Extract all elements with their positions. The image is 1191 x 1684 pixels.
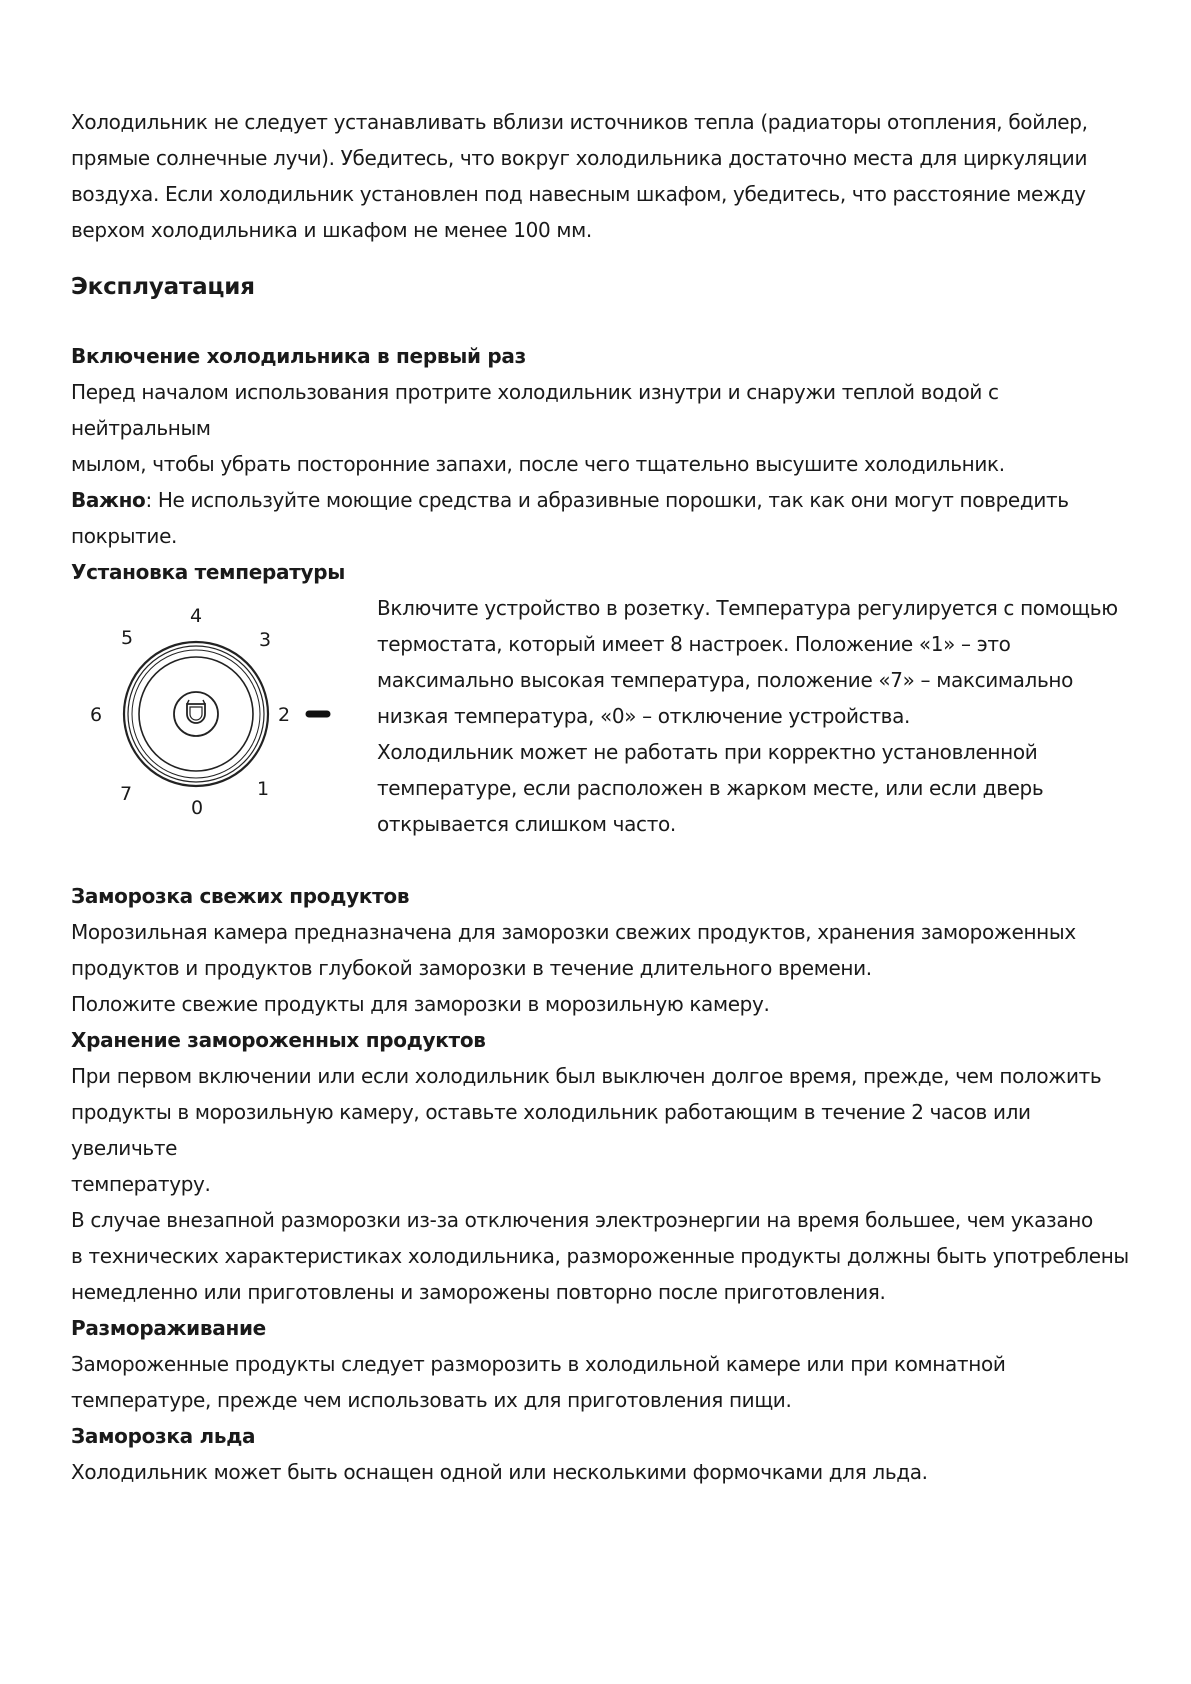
text-line: покрытие.: [71, 524, 178, 548]
text-line: температуре, прежде чем использовать их для приготовления пищи.: [71, 1388, 792, 1412]
thermostat-dial-figure: [71, 590, 377, 858]
dial-label-0: 0: [190, 797, 204, 819]
text-line: продуктов и продуктов глубокой заморозки в течение длительного времени.: [71, 956, 872, 980]
thermostat-dial-icon: [71, 590, 377, 858]
defrost-paragraph: [71, 1346, 1131, 1418]
section-title: Эксплуатация: [71, 274, 255, 300]
dial-outer-ring: [124, 642, 268, 786]
temperature-block: [71, 590, 1131, 858]
freezing-paragraph: [71, 914, 1131, 1022]
temperature-paragraph: [377, 590, 1131, 842]
text-line: Холодильник может не работать при корректно установленной: [377, 740, 1038, 764]
subsection-title-first-start: Включение холодильника в первый раз: [71, 344, 526, 368]
dial-label-4: 4: [189, 605, 203, 627]
first-start-paragraph: [71, 374, 1131, 554]
text-line: продукты в морозильную камеру, оставьте холодильник работающим в течение 2 часов или увеличьте: [71, 1100, 1031, 1160]
document-page: [71, 104, 1131, 1490]
subsection-title-storage: Хранение замороженных продуктов: [71, 1028, 486, 1052]
dial-label-6: 6: [89, 704, 103, 726]
dial-label-2: 2: [277, 704, 291, 726]
dial-label-3: 3: [258, 629, 272, 651]
text-line: Положите свежие продукты для заморозки в морозильную камеру.: [71, 992, 770, 1016]
subsection-title-freezing: Заморозка свежих продуктов: [71, 884, 410, 908]
dial-inner-ring: [139, 657, 253, 771]
important-label: Важно: [71, 488, 146, 512]
text-line: Холодильник не следует устанавливать вблизи источников тепла (радиаторы отопления, бойлер,: [71, 110, 1088, 134]
dial-ring-2: [128, 646, 264, 782]
dial-label-5: 5: [120, 627, 134, 649]
text-line: в технических характеристиках холодильника, размороженные продукты должны быть употреблены: [71, 1244, 1129, 1268]
subsection-title-temperature: Установка температуры: [71, 560, 346, 584]
text-line: верхом холодильника и шкафом не менее 100 мм.: [71, 218, 592, 242]
dial-label-1: 1: [256, 778, 270, 800]
storage-paragraph: [71, 1058, 1131, 1310]
text-line: прямые солнечные лучи). Убедитесь, что вокруг холодильника достаточно места для циркуляции: [71, 146, 1088, 170]
text-line: мылом, чтобы убрать посторонние запахи, после чего тщательно высушите холодильник.: [71, 452, 1005, 476]
subsection-title-defrost: Размораживание: [71, 1316, 266, 1340]
text-line: термостата, который имеет 8 настроек. Положение «1» – это: [377, 632, 1011, 656]
text-line: низкая температура, «0» – отключение устройства.: [377, 704, 910, 728]
text-line: Морозильная камера предназначена для заморозки свежих продуктов, хранения замороженных: [71, 920, 1076, 944]
dial-ring-3: [132, 650, 260, 778]
text-line: воздуха. Если холодильник установлен под навесным шкафом, убедитесь, что расстояние между: [71, 182, 1086, 206]
text-line: Перед началом использования протрите холодильник изнутри и снаружи теплой водой с нейтральным: [71, 380, 999, 440]
text-line: Включите устройство в розетку. Температура регулируется с помощью: [377, 596, 1118, 620]
dial-label-7: 7: [119, 783, 133, 805]
text-line: температуру.: [71, 1172, 211, 1196]
important-note: [71, 482, 1131, 518]
important-text: : Не используйте моющие средства и абразивные порошки, так как они могут повредить: [145, 488, 1069, 512]
text-line: При первом включении или если холодильник был выключен долгое время, прежде, чем положить: [71, 1064, 1102, 1088]
text-line: Замороженные продукты следует разморозить в холодильной камере или при комнатной: [71, 1352, 1006, 1376]
text-line: температуре, если расположен в жарком месте, или если дверь: [377, 776, 1044, 800]
text-line: Холодильник может быть оснащен одной или несколькими формочками для льда.: [71, 1460, 928, 1484]
text-line: В случае внезапной разморозки из-за отключения электроэнергии на время большее, чем указано: [71, 1208, 1093, 1232]
text-line: открывается слишком часто.: [377, 812, 676, 836]
text-line: максимально высокая температура, положение «7» – максимально: [377, 668, 1074, 692]
text-line: немедленно или приготовлены и заморожены повторно после приготовления.: [71, 1280, 886, 1304]
intro-paragraph: [71, 104, 1131, 248]
dial-knob: [174, 692, 218, 736]
subsection-title-ice: Заморозка льда: [71, 1424, 256, 1448]
ice-paragraph: [71, 1454, 1131, 1490]
